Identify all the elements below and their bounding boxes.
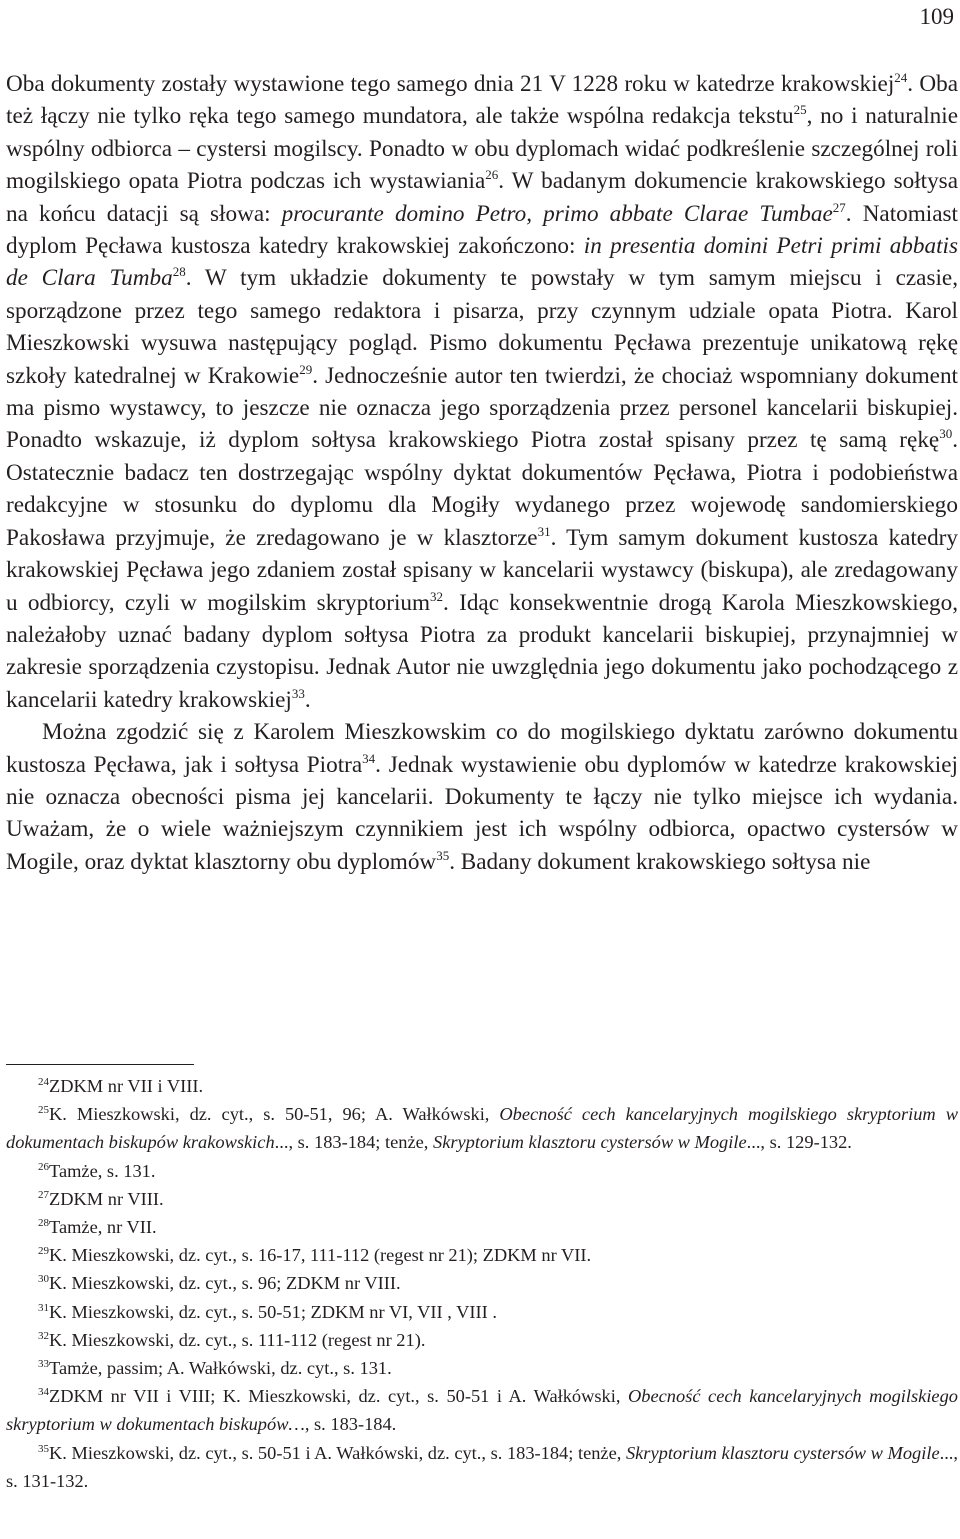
text-run: ZDKM nr VII i VIII. xyxy=(49,1076,204,1096)
text-run: K. Mieszkowski, dz. cyt., s. 50-51 i A. Wałkówski, dz. cyt., s. 183-184; tenże, xyxy=(49,1442,626,1463)
text-run: K. Mieszkowski, dz. cyt., s. 111-112 (regest nr 21). xyxy=(49,1329,426,1350)
footnote-ref: 25 xyxy=(793,102,807,118)
main-text xyxy=(6,68,958,878)
text-run: . W tym układzie dokumenty te powstały w tym samym miejscu i czasie, sporządzone przez tego samego redaktora i pisarza, przy czynnym udziale opata Piotra. Karol Mieszkowski wysuwa następujący pogląd. Pismo dokumentu Pęcława prezentuje unikatową rękę szkoły katedralnej w Krakowie xyxy=(6,265,958,389)
footnote xyxy=(6,1298,958,1326)
text-run: ..., s. 129-132. xyxy=(746,1132,852,1153)
italic-text: Obecność cech kancelaryjnych mogilskiego skryptorium w dokumentach biskupów krakowskich xyxy=(6,1104,958,1153)
text-run: . xyxy=(304,686,311,713)
text-run: ..., s. 131-132. xyxy=(6,1442,958,1491)
footnote-ref: 29 xyxy=(299,361,313,377)
text-run: K. Mieszkowski, dz. cyt., s. 50-51; ZDKM nr VI, VII , VIII . xyxy=(49,1301,497,1322)
text-run: Tamże, passim; A. Wałkówski, dz. cyt., s. 131. xyxy=(49,1358,392,1379)
text-run: K. Mieszkowski, dz. cyt., s. 50-51, 96; A. Wałkówski, xyxy=(49,1104,500,1125)
footnote-ref: 31 xyxy=(537,523,551,539)
footnote xyxy=(6,1241,958,1269)
footnote-number: 27 xyxy=(38,1188,49,1201)
footnote-ref: 26 xyxy=(485,167,499,183)
footnote-ref: 28 xyxy=(172,264,186,280)
footnote-ref: 34 xyxy=(362,750,376,766)
footnote xyxy=(6,1072,958,1100)
text-run: . Badany dokument krakowskiego sołtysa nie xyxy=(449,848,871,875)
page-number: 109 xyxy=(919,4,954,29)
footnote xyxy=(6,1382,958,1438)
text-run: ZDKM nr VII i VIII; K. Mieszkowski, dz. cyt., s. 50-51 i A. Wałkówski, xyxy=(49,1386,628,1407)
footnote-number: 25 xyxy=(38,1104,49,1117)
footnote-ref: 27 xyxy=(832,199,846,215)
text-run: . Idąc konsekwentnie drogą Karola Mieszkowskiego, należałoby uznać badany dyplom sołtysa Piotra za produkt kancelarii biskupiej, przynajmniej w zakresie sporządzenia czystopisu. Jednak Autor nie uwzględnia jego dokumentu jako pochodzącego z kancelarii katedry krakowskiej xyxy=(6,589,958,713)
text-run: Tamże, nr VII. xyxy=(49,1217,157,1238)
footnote-ref: 32 xyxy=(430,588,444,604)
text-run: . Tym samym dokument kustosza katedry krakowskiej Pęcława jego zdaniem został spisany w kancelarii wystawcy (biskupa), ale zredagowany u odbiorcy, czyli w mogilskim skryptorium xyxy=(6,524,958,616)
text-run: ..., s. 183-184; tenże, xyxy=(274,1132,433,1153)
footnotes xyxy=(6,1072,958,1495)
footnote xyxy=(6,1326,958,1354)
footnote xyxy=(6,1354,958,1382)
text-run: . Natomiast dyplom Pęcława kustosza katedry krakowskiej zakończono: xyxy=(6,200,958,260)
italic-text: Obecność cech kancelaryjnych mogilskiego skryptorium w dokumentach biskupów… xyxy=(6,1386,958,1435)
footnote xyxy=(6,1213,958,1241)
footnote-separator xyxy=(6,1064,194,1065)
text-run: Oba dokumenty zostały wystawione tego samego dnia 21 V 1228 roku w katedrze krakowskiej xyxy=(6,71,895,97)
text-run: . Jednak wystawienie obu dyplomów w katedrze krakowskiej nie oznacza obecności pisma jej kancelarii. Dokumenty te łączy nie tylko miejsce ich wydania. Uważam, że o wiele ważniejszym czynnikiem jest ich wspólny odbiorca, opactwo cystersów w Mogile, oraz dyktat klasztorny obu dyplomów xyxy=(6,751,958,875)
footnote-number: 24 xyxy=(38,1076,49,1088)
italic-text: procurante domino Petro, primo abbate Clarae Tumbae xyxy=(281,200,833,227)
footnote-number: 26 xyxy=(38,1160,49,1173)
footnote-ref: 24 xyxy=(894,70,908,85)
footnote-ref: 35 xyxy=(436,847,450,863)
footnote-number: 33 xyxy=(38,1358,49,1371)
italic-text: in presentia domini Petri primi abbatis de Clara Tumba xyxy=(6,233,958,292)
footnote-number: 32 xyxy=(38,1329,49,1342)
text-run: ZDKM nr VIII. xyxy=(49,1188,164,1209)
footnote-number: 31 xyxy=(38,1301,49,1314)
footnote-number: 34 xyxy=(38,1386,49,1399)
text-run: , no i naturalnie wspólny odbiorca – cystersi mogilscy. Ponadto w obu dyplomach widać podkreślenie szczególnej roli mogilskiego opata Piotra podczas ich wystawiania xyxy=(6,103,958,195)
footnote-ref: 33 xyxy=(291,685,305,701)
text-run: . Jednocześnie autor ten twierdzi, że chociaż wspomniany dokument ma pismo wystawcy, to jeszcze nie oznacza jego sporządzenia przez personel kancelarii biskupiej. Ponadto wskazuje, iż dyplom sołtysa krakowskiego Piotra został spisany przez tę samą rękę xyxy=(6,362,958,454)
text-run: . Oba też łączy nie tylko ręka tego samego mundatora, ale także wspólna redakcja tekstu xyxy=(6,71,958,130)
text-run: K. Mieszkowski, dz. cyt., s. 16-17, 111-112 (regest nr 21); ZDKM nr VII. xyxy=(49,1245,592,1266)
footnote xyxy=(6,1157,958,1185)
footnote-number: 35 xyxy=(38,1442,49,1455)
paragraph xyxy=(6,716,958,878)
footnote xyxy=(6,1439,958,1495)
text-run: Tamże, s. 131. xyxy=(49,1160,156,1181)
footnote-number: 30 xyxy=(38,1273,49,1286)
italic-text: Skryptorium klasztoru cystersów w Mogile xyxy=(625,1442,940,1463)
footnote-ref: 30 xyxy=(939,426,953,442)
text-run: Można zgodzić się z Karolem Mieszkowskim co do mogilskiego dyktatu zarówno dokumentu kustosza Pęcława, jak i sołtysa Piotra xyxy=(6,719,958,778)
paragraph xyxy=(6,68,958,716)
footnote-number: 29 xyxy=(38,1245,49,1258)
footnote xyxy=(6,1185,958,1213)
text-run: . Ostatecznie badacz ten dostrzegając wspólny dyktat dokumentów Pęcława, Piotra i podobieństwa redakcyjne w stosunku do dyplomu dla Mogiły wydanego przez wojewodę sandomierskiego Pakosława przyjmuje, że zredagowano je w klasztorze xyxy=(6,427,958,551)
footnote-number: 28 xyxy=(38,1217,49,1230)
footnote xyxy=(6,1100,958,1156)
text-run: K. Mieszkowski, dz. cyt., s. 96; ZDKM nr VIII. xyxy=(49,1273,401,1294)
italic-text: Skryptorium klasztoru cystersów w Mogile xyxy=(433,1132,747,1153)
text-run: . W badanym dokumencie krakowskiego sołtysa na końcu datacji są słowa: xyxy=(6,168,958,227)
footnote xyxy=(6,1269,958,1297)
text-run: , s. 183-184. xyxy=(304,1414,397,1435)
